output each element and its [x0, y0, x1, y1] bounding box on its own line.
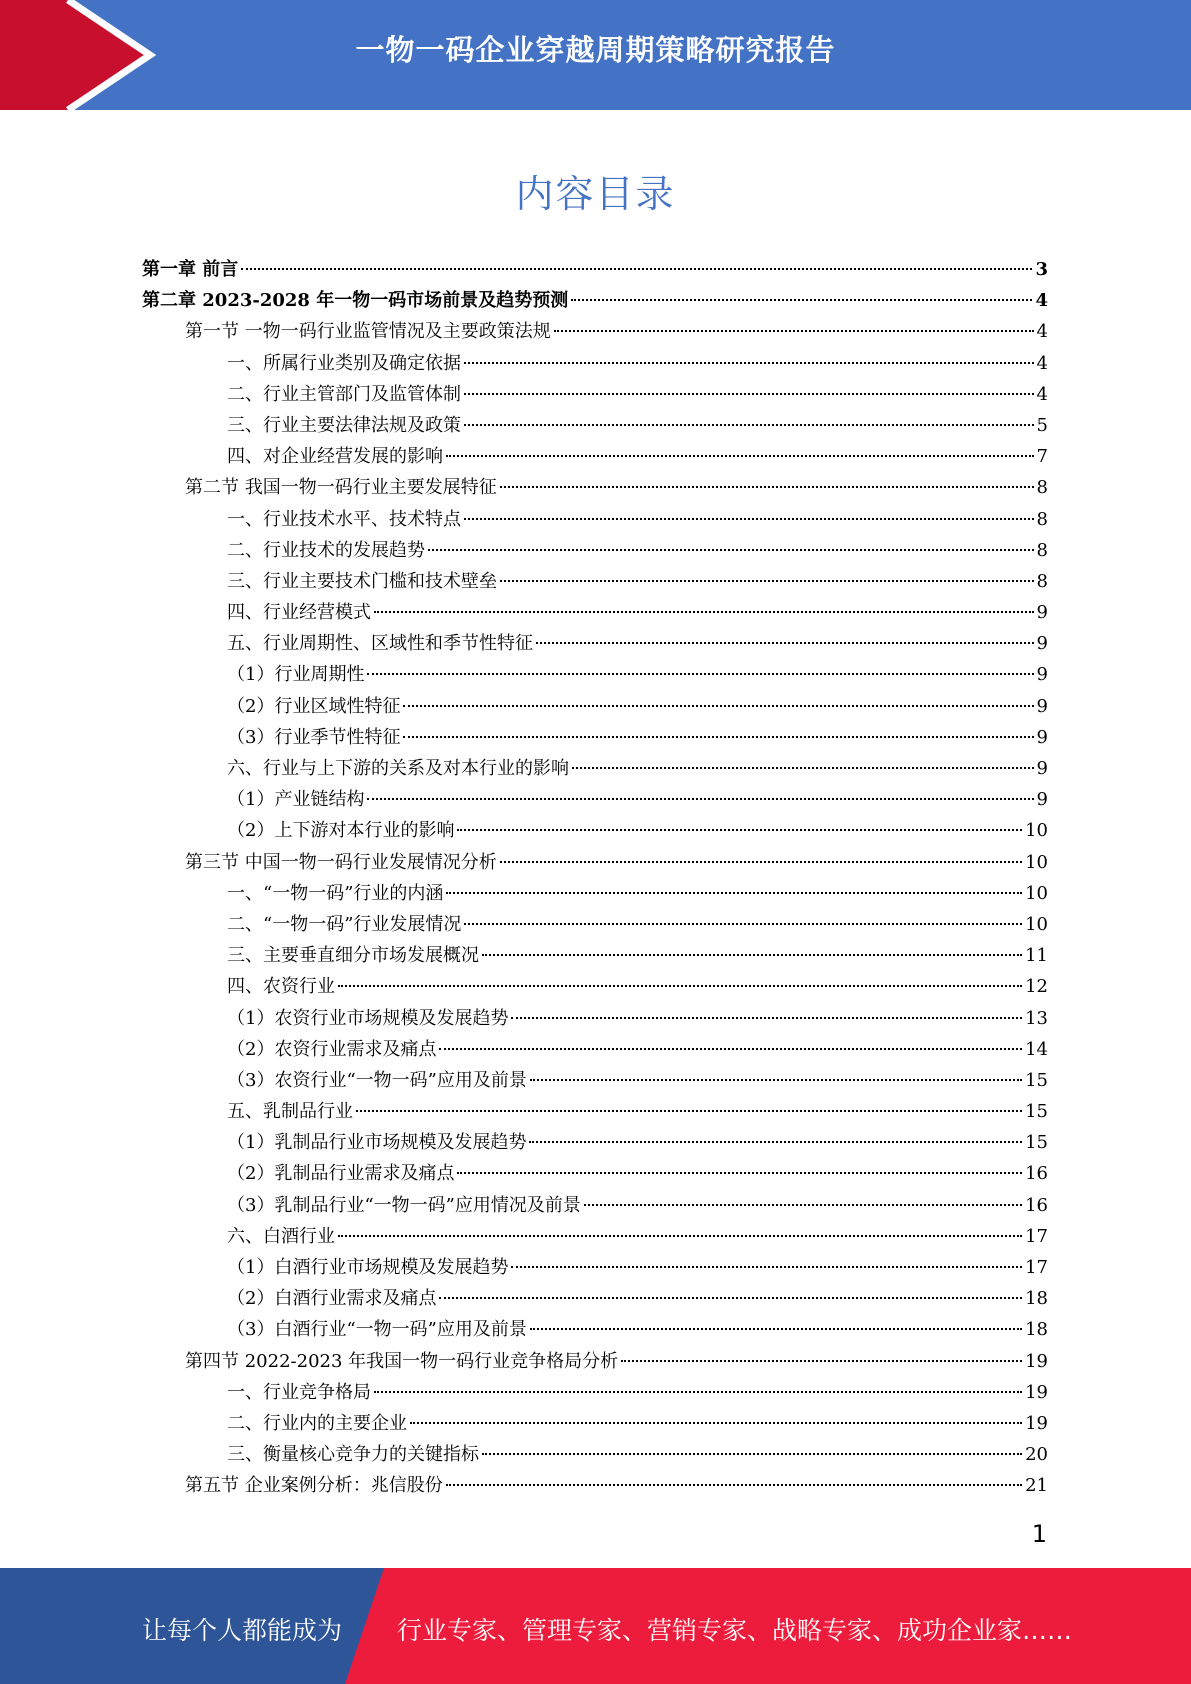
toc-entry[interactable]	[142, 753, 1048, 784]
toc-entry-page: 8	[1036, 539, 1048, 561]
toc-entry-title: 一、“一物一码”行业的内涵	[227, 882, 444, 904]
toc-entry[interactable]	[142, 285, 1048, 316]
dot-leader	[530, 1079, 1022, 1081]
dot-leader	[511, 1266, 1022, 1268]
toc-entry-page: 19	[1025, 1412, 1048, 1434]
dot-leader	[530, 1328, 1022, 1330]
toc-entry[interactable]	[142, 878, 1048, 909]
toc-entry-title: 第一节 一物一码行业监管情况及主要政策法规	[185, 321, 551, 343]
toc-entry[interactable]	[142, 1096, 1048, 1127]
toc-entry-page: 16	[1025, 1163, 1048, 1185]
toc-entry[interactable]	[142, 410, 1048, 441]
toc-entry[interactable]	[142, 1003, 1048, 1034]
page-number: 1	[1031, 1520, 1047, 1548]
dot-leader	[536, 642, 1034, 644]
toc-entry-page: 5	[1036, 414, 1048, 436]
toc-entry-page: 8	[1036, 508, 1048, 530]
toc-entry-title: 三、行业主要法律法规及政策	[227, 414, 461, 436]
toc-entry-title: 第五节 企业案例分析：兆信股份	[185, 1475, 443, 1497]
toc-entry-title: 第二章 2023-2028 年一物一码市场前景及趋势预测	[142, 290, 569, 312]
toc-entry-page: 8	[1036, 477, 1048, 499]
toc-entry[interactable]	[142, 535, 1048, 566]
dot-leader	[464, 518, 1034, 520]
toc-entry-page: 21	[1025, 1475, 1048, 1497]
toc-entry-page: 10	[1025, 913, 1048, 935]
toc-entry-page: 14	[1025, 1038, 1048, 1060]
toc-entry-page: 4	[1036, 321, 1048, 343]
toc-entry[interactable]	[142, 940, 1048, 971]
toc-entry-title: 二、行业主管部门及监管体制	[227, 383, 461, 405]
report-title: 一物一码企业穿越周期策略研究报告	[355, 33, 836, 67]
toc-entry-title: 五、乳制品行业	[227, 1101, 353, 1123]
toc-entry-page: 19	[1025, 1381, 1048, 1403]
dot-leader	[500, 580, 1034, 582]
toc-entry[interactable]	[142, 1158, 1048, 1189]
toc-entry[interactable]	[142, 1377, 1048, 1408]
toc-entry[interactable]	[142, 472, 1048, 503]
toc-entry[interactable]	[142, 1127, 1048, 1158]
toc-entry-page: 18	[1025, 1288, 1048, 1310]
toc-entry-title: 四、对企业经营发展的影响	[227, 446, 443, 468]
dot-leader	[511, 1017, 1022, 1019]
toc-entry-title: 一、行业竞争格局	[227, 1381, 371, 1403]
footer-slogan-left: 让每个人都能成为	[142, 1616, 343, 1645]
toc-entry[interactable]	[142, 316, 1048, 347]
toc-entry-title: （3）行业季节性特征	[227, 726, 401, 748]
toc-entry-page: 4	[1035, 290, 1048, 312]
toc-entry[interactable]	[142, 348, 1048, 379]
toc-entry-title: （2）乳制品行业需求及痛点	[227, 1163, 455, 1185]
dot-leader	[403, 736, 1033, 738]
toc-entry-page: 9	[1036, 789, 1048, 811]
toc-entry-title: 五、行业周期性、区域性和季节性特征	[227, 633, 533, 655]
toc-entry[interactable]	[142, 597, 1048, 628]
dot-leader	[428, 549, 1034, 551]
table-of-contents	[142, 254, 1048, 1502]
dot-leader	[500, 861, 1022, 863]
toc-entry-page: 18	[1025, 1319, 1048, 1341]
dot-leader	[529, 1141, 1022, 1143]
toc-entry-title: 四、农资行业	[227, 976, 335, 998]
toc-entry-page: 7	[1036, 446, 1048, 468]
dot-leader	[482, 1453, 1022, 1455]
toc-entry[interactable]	[142, 659, 1048, 690]
toc-entry-page: 8	[1036, 570, 1048, 592]
dot-leader	[446, 455, 1034, 457]
toc-heading: 内容目录	[515, 172, 676, 216]
toc-entry[interactable]	[142, 1034, 1048, 1065]
toc-entry-title: （2）农资行业需求及痛点	[227, 1038, 437, 1060]
dot-leader	[439, 1297, 1022, 1299]
toc-entry[interactable]	[142, 1439, 1048, 1470]
toc-entry[interactable]	[142, 504, 1048, 535]
toc-entry[interactable]	[142, 1252, 1048, 1283]
dot-leader	[584, 1204, 1022, 1206]
toc-entry-title: （1）白酒行业市场规模及发展趋势	[227, 1257, 509, 1278]
dot-leader	[374, 1391, 1022, 1393]
toc-entry-page: 15	[1025, 1132, 1048, 1154]
toc-entry[interactable]	[142, 909, 1048, 940]
toc-entry-title: 三、行业主要技术门槛和技术壁垒	[227, 570, 497, 592]
toc-entry[interactable]	[142, 254, 1048, 285]
dot-leader	[572, 767, 1034, 769]
dot-leader	[464, 424, 1034, 426]
dot-leader	[457, 829, 1022, 831]
toc-entry-title: （1）乳制品行业市场规模及发展趋势	[227, 1132, 527, 1154]
toc-entry-title: 第四节 2022-2023 年我国一物一码行业竞争格局分析	[185, 1350, 619, 1372]
toc-entry[interactable]	[142, 1283, 1048, 1314]
toc-entry-title: 第一章 前言	[142, 259, 239, 280]
toc-entry-title: （3）农资行业“一物一码”应用及前景	[227, 1069, 527, 1091]
toc-entry-page: 13	[1025, 1007, 1048, 1029]
toc-entry-page: 17	[1025, 1257, 1048, 1278]
toc-entry[interactable]	[142, 815, 1048, 846]
dot-leader	[403, 705, 1033, 707]
dot-leader	[464, 393, 1034, 395]
toc-entry-title: 第三节 中国一物一码行业发展情况分析	[185, 851, 497, 873]
dot-leader	[446, 1484, 1022, 1486]
toc-entry[interactable]	[142, 971, 1048, 1002]
header-banner	[0, 0, 1191, 110]
toc-entry-page: 12	[1025, 976, 1048, 998]
toc-entry[interactable]	[142, 691, 1048, 722]
toc-entry[interactable]	[142, 1314, 1048, 1345]
toc-entry[interactable]	[142, 1065, 1048, 1096]
toc-entry-title: 一、所属行业类别及确定依据	[227, 352, 461, 374]
toc-entry[interactable]	[142, 1470, 1048, 1501]
dot-leader	[367, 673, 1033, 675]
dot-leader	[410, 1422, 1022, 1424]
dot-leader	[374, 611, 1034, 613]
dot-leader	[482, 954, 1022, 956]
dot-leader	[356, 1110, 1022, 1112]
toc-entry-page: 11	[1025, 945, 1048, 967]
toc-entry-page: 10	[1025, 882, 1048, 904]
toc-entry-page: 9	[1036, 726, 1048, 748]
toc-entry[interactable]	[142, 628, 1048, 659]
dot-leader	[338, 985, 1022, 987]
dot-leader	[338, 1235, 1022, 1237]
footer-banner	[0, 1568, 1191, 1684]
toc-entry-page: 20	[1025, 1444, 1048, 1466]
toc-entry-page: 19	[1025, 1350, 1048, 1372]
toc-entry-title: 第二节 我国一物一码行业主要发展特征	[185, 477, 497, 499]
toc-entry-title: 三、主要垂直细分市场发展概况	[227, 945, 479, 967]
toc-entry-page: 4	[1036, 383, 1048, 405]
toc-entry-page: 16	[1025, 1194, 1048, 1216]
dot-leader	[500, 486, 1034, 488]
dot-leader	[446, 892, 1022, 894]
dot-leader	[571, 299, 1032, 301]
toc-entry[interactable]	[142, 1408, 1048, 1439]
toc-entry-page: 9	[1036, 695, 1048, 717]
toc-entry[interactable]	[142, 379, 1048, 410]
toc-entry-title: 二、行业内的主要企业	[227, 1412, 407, 1434]
toc-entry-title: （2）白酒行业需求及痛点	[227, 1288, 437, 1310]
toc-entry-page: 4	[1036, 352, 1048, 374]
dot-leader	[439, 1048, 1022, 1050]
toc-entry-title: （1）行业周期性	[227, 664, 365, 686]
toc-entry-title: 六、白酒行业	[227, 1225, 335, 1247]
toc-entry-page: 15	[1025, 1069, 1048, 1091]
dot-leader	[621, 1360, 1022, 1362]
dot-leader	[457, 1172, 1022, 1174]
toc-entry-page: 9	[1036, 758, 1048, 779]
toc-entry-page: 17	[1025, 1225, 1048, 1247]
toc-entry-page: 3	[1035, 259, 1048, 280]
toc-entry-title: 二、行业技术的发展趋势	[227, 539, 425, 561]
toc-entry-title: （2）上下游对本行业的影响	[227, 820, 455, 842]
toc-entry-page: 15	[1025, 1101, 1048, 1123]
toc-entry-title: （3）白酒行业“一物一码”应用及前景	[227, 1319, 527, 1341]
toc-entry[interactable]	[142, 441, 1048, 472]
toc-entry-page: 10	[1025, 851, 1048, 873]
toc-entry-title: 三、衡量核心竞争力的关键指标	[227, 1444, 479, 1466]
toc-entry-title: 一、行业技术水平、技术特点	[227, 508, 461, 530]
toc-entry-title: （2）行业区域性特征	[227, 695, 401, 717]
toc-entry[interactable]	[142, 784, 1048, 815]
toc-entry[interactable]	[142, 1190, 1048, 1221]
toc-entry-title: 四、行业经营模式	[227, 602, 371, 624]
toc-entry-page: 9	[1036, 633, 1048, 655]
toc-entry[interactable]	[142, 566, 1048, 597]
toc-entry-title: 六、行业与上下游的关系及对本行业的影响	[227, 758, 569, 779]
footer-slogan-right: 行业专家、管理专家、营销专家、战略专家、成功企业家……	[397, 1616, 1073, 1645]
toc-entry-title: （3）乳制品行业“一物一码”应用情况及前景	[227, 1194, 581, 1216]
dot-leader	[464, 362, 1034, 364]
toc-entry[interactable]	[142, 1221, 1048, 1252]
toc-entry-title: 二、“一物一码”行业发展情况	[227, 913, 462, 935]
toc-entry[interactable]	[142, 1346, 1048, 1377]
dot-leader	[367, 798, 1033, 800]
dot-leader	[241, 268, 1032, 270]
toc-entry-page: 9	[1036, 602, 1048, 624]
toc-entry-page: 10	[1025, 820, 1048, 842]
toc-entry[interactable]	[142, 847, 1048, 878]
toc-entry-title: （1）产业链结构	[227, 789, 365, 811]
dot-leader	[554, 330, 1034, 332]
dot-leader	[464, 923, 1022, 925]
toc-entry-title: （1）农资行业市场规模及发展趋势	[227, 1007, 509, 1029]
toc-entry[interactable]	[142, 722, 1048, 753]
toc-entry-page: 9	[1036, 664, 1048, 686]
